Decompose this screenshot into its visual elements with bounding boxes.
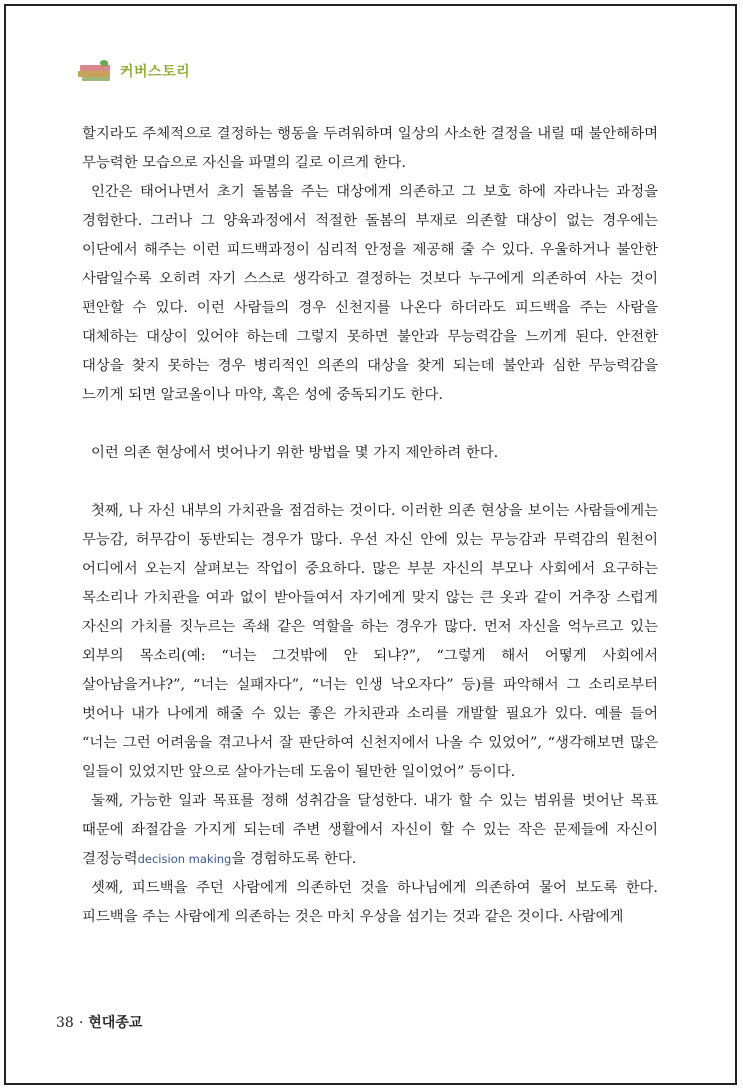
paragraph-5-text-b: 을 경험하도록 한다. bbox=[231, 851, 357, 867]
page-footer bbox=[56, 1012, 142, 1032]
paragraph-1: 할지라도 주체적으로 결정하는 행동을 두려워하며 일상의 사소한 결정을 내릴 때 불안해하며 무능력한 모습으로 자신을 파멸의 길로 이르게 한다. bbox=[82, 126, 658, 171]
magazine-name: 현대종교 bbox=[88, 1015, 143, 1031]
paragraph-4: 첫째, 나 자신 내부의 가치관을 점검하는 것이다. 이러한 의존 현상을 보이는 사람들에게는 무능감, 허무감이 동반되는 경우가 많다. 우선 자신 안에 있는 무능감과 무력감의 원천이 어디에서 오는지 살펴보는 작업이 중요하다. 많은 부분 자신의 부모나 사회에서 요구하는 목소리나 가치관을 여과 없이 받아들여서 자기에게 맞지 않는 큰 옷과 같이 거추장 스럽게 자신의 가치를 짓누르는 족쇄 같은 역할을 하는 경우가 많다. 먼저 자신을 억누르고 있는 외부의 목소리(예: “너는 그것밖에 안 되냐?”, “그렇게 해서 어떻게 사회에서 살아남을거냐?”, “너는 실패자다”, “너는 인생 낙오자다” 등)를 파악해서 그 소리로부터 벗어나 내가 나에게 해줄 수 있는 좋은 가치관과 소리를 개발할 필요가 있다. 예를 들어 “너는 그런 어려움을 겪고나서 잘 판단하여 신천지에서 나올 수 있었어”, “생각해보면 많은 일들이 있었지만 앞으로 살아가는데 도움이 될만한 일이었어” 등이다. bbox=[82, 503, 658, 780]
paragraph-6: 셋째, 피드백을 주던 사람에게 의존하던 것을 하나님에게 의존하여 물어 보도록 한다. 피드백을 주는 사람에게 의존하는 것은 마치 우상을 섬기는 것과 같은 것이다. 사람에게 bbox=[82, 880, 658, 925]
section-header bbox=[78, 58, 190, 84]
article-body bbox=[82, 120, 658, 932]
english-term: decision making bbox=[137, 852, 232, 866]
footer-separator: · bbox=[78, 1015, 84, 1031]
section-label: 커버스토리 bbox=[120, 64, 191, 80]
paragraph-2: 인간은 태어나면서 초기 돌봄을 주는 대상에게 의존하고 그 보호 하에 자라나는 과정을 경험한다. 그러나 그 양육과정에서 적절한 돌봄의 부재로 의존할 대상이 없는 경우에는 이단에서 해주는 이런 피드백과정이 심리적 안정을 제공해 줄 수 있다. 우울하거나 불안한 사람일수록 오히려 자기 스스로 생각하고 결정하는 것보다 누구에게 의존하여 사는 것이 편안할 수 있다. 이런 사람들의 경우 신천지를 나온다 하더라도 피드백을 주는 사람을 대체하는 대상이 있어야 하는데 그렇지 못하면 불안과 무능력감을 느끼게 된다. 안전한 대상을 찾지 못하는 경우 병리적인 의존의 대상을 찾게 되는데 불안과 심한 무능력감을 느끼게 되면 알코올이나 마약, 혹은 성에 중독되기도 한다. bbox=[82, 184, 658, 403]
paragraph-5-text-a: 둘째, 가능한 일과 목표를 정해 성취감을 달성한다. 내가 할 수 있는 범위를 벗어난 목표 때문에 좌절감을 가지게 되는데 주변 생활에서 자신이 할 수 있는 작은 문제들에 자신이 결정능력 bbox=[82, 793, 658, 867]
paragraph-5 bbox=[82, 787, 658, 874]
page-number: 38 bbox=[56, 1015, 74, 1031]
books-icon bbox=[78, 60, 114, 82]
paragraph-3: 이런 의존 현상에서 벗어나기 위한 방법을 몇 가지 제안하려 한다. bbox=[91, 445, 499, 461]
